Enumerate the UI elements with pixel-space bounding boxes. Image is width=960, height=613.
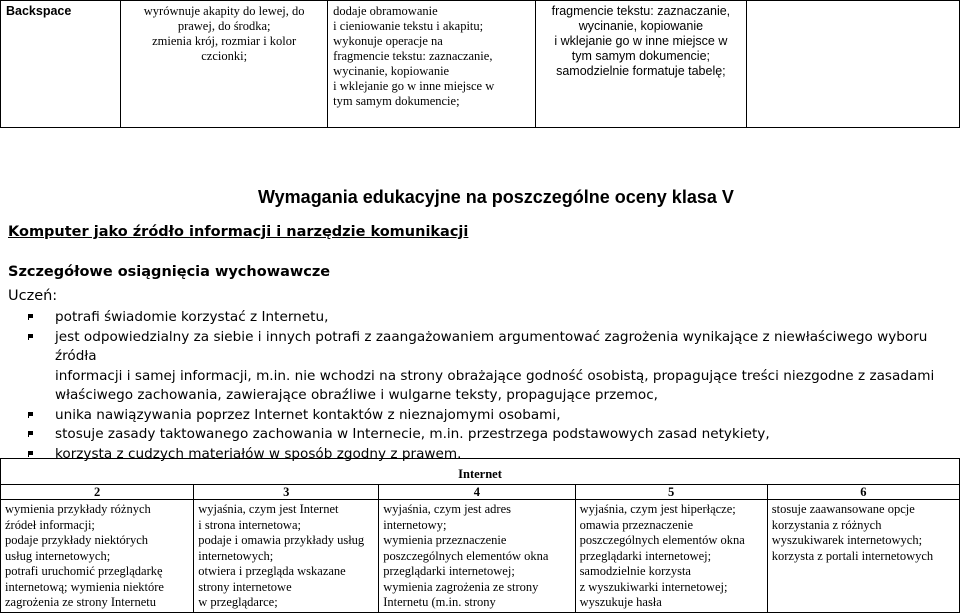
cell-line: otwiera i przegląda wskazane (198, 564, 346, 578)
square-bullet-icon (28, 451, 34, 457)
cell-line: źródeł informacji; (5, 517, 95, 532)
top-cell-1-text: Backspace (6, 4, 72, 18)
grade-cell-3 (194, 500, 379, 613)
cell-line: wyszukiwarek internetowych; (771, 533, 923, 547)
top-cell-3-line: fragmencie tekstu: zaznaczanie, (333, 49, 493, 63)
top-cell-4-line: tym samym dokumencie; (571, 49, 710, 63)
cell-line: internetowy; (383, 517, 447, 532)
top-cell-3-line: i wklejanie go w inne miejsce w (333, 79, 495, 93)
list-item-text: jest odpowiedzialny za siebie i innych potrafi z zaangażowaniem argumentować zagrożenia wynikające z niewłaściwego wyboru źródła (55, 328, 928, 364)
achievements-list (28, 308, 953, 464)
square-bullet-icon (28, 314, 34, 320)
cell-line: potrafi uruchomić przeglądarkę (5, 564, 163, 578)
top-cell-2-line: prawej, do środka; (177, 19, 271, 33)
grade-cell-2 (1, 500, 194, 613)
cell-line: omawia przeznaczenie (579, 517, 694, 532)
cell-line: internetową; wymienia niektóre (5, 579, 164, 594)
subsection-title: Szczegółowe osiągnięcia wychowawcze (8, 264, 331, 280)
top-cell-5 (746, 1, 959, 128)
grade-cell-4 (379, 500, 575, 613)
list-item (28, 308, 953, 328)
list-item-text: informacji i samej informacji, m.in. nie wchodzi na strony obrażające godność osobistą, propagujące treści niezgodne z zasadami (55, 367, 935, 384)
cell-line: wyjaśnia, czym jest adres (383, 502, 511, 516)
cell-line: strony internetowe (198, 579, 292, 594)
cell-line: korzystania z różnych (771, 517, 882, 532)
grade-header: 5 (575, 485, 767, 500)
cell-line: przeglądarki internetowej; (579, 548, 712, 563)
top-cell-4-line: fragmencie tekstu: zaznaczanie, (551, 4, 731, 18)
top-cell-3-line: wykonuje operacje na (333, 34, 443, 48)
square-bullet-icon (28, 412, 34, 418)
top-cell-3 (328, 1, 536, 128)
cell-line: poszczególnych elementów okna (383, 548, 549, 563)
student-label: Uczeń: (8, 288, 58, 304)
top-cell-2 (121, 1, 328, 128)
cell-line: stosuje zaawansowane opcje (771, 502, 915, 516)
square-bullet-icon (28, 334, 34, 340)
section-title: Komputer jako źródło informacji i narzędzie komunikacji (8, 224, 469, 240)
table-header: Internet (1, 459, 960, 485)
cell-line: z wyszukiwarki internetowej; (579, 579, 728, 594)
page-title: Wymagania edukacyjne na poszczególne oceny klasa V (258, 187, 734, 207)
cell-line: zagrożenia ze strony Internetu (5, 595, 156, 609)
cell-line: podaje i omawia przykłady usług (198, 533, 365, 547)
cell-line: korzysta z portali internetowych (771, 548, 934, 563)
grade-cell-6 (767, 500, 959, 613)
grades-table (0, 458, 960, 613)
top-cell-2-line: czcionki; (201, 49, 248, 63)
cell-line: w przeglądarce; (198, 595, 278, 609)
cell-line: wymienia przykłady różnych (5, 502, 151, 516)
top-table (0, 0, 960, 128)
cell-line: wyszukuje hasła (579, 595, 662, 609)
top-cell-4-line: i wklejanie go w inne miejsce w (554, 34, 728, 48)
top-cell-4-line: wycinanie, kopiowanie (578, 19, 704, 33)
list-item-text: korzysta z cudzych materiałów w sposób zgodny z prawem. (55, 445, 462, 462)
top-cell-3-line: tym samym dokumencie; (333, 94, 460, 108)
list-item-text: stosuje zasady taktowanego zachowania w Internecie, m.in. przestrzega podstawowych zasad netykiety, (55, 426, 770, 442)
top-cell-4-line: samodzielnie formatuje tabelę; (556, 64, 726, 78)
list-item-text: właściwego zachowania, zawierające obraźliwe i wulgarne teksty, propagujące przemoc, (55, 387, 658, 403)
list-item (28, 425, 953, 445)
top-cell-2-line: wyrównuje akapity do lewej, do (143, 4, 305, 18)
cell-line: wymienia zagrożenia ze strony (383, 579, 539, 594)
cell-line: Internetu (m.in. strony (383, 595, 496, 609)
cell-line: i strona internetowa; (198, 517, 301, 532)
grade-cell-5 (575, 500, 767, 613)
cell-line: wyjaśnia, czym jest Internet (198, 502, 339, 516)
cell-line: podaje przykłady niektórych (5, 533, 149, 547)
cell-line: usług internetowych; (5, 548, 111, 563)
cell-line: wymienia przeznaczenie (383, 533, 507, 547)
cell-line: przeglądarki internetowej; (383, 564, 515, 578)
cell-line: poszczególnych elementów okna (579, 533, 745, 547)
top-cell-4 (536, 1, 746, 128)
grade-header: 4 (379, 485, 575, 500)
list-item (28, 328, 953, 367)
list-item-text: unika nawiązywania poprzez Internet kontaktów z nieznajomymi osobami, (55, 406, 561, 423)
grade-header: 2 (1, 485, 194, 500)
cell-line: samodzielnie korzysta (579, 564, 691, 578)
cell-line: internetowych; (198, 548, 274, 563)
top-cell-3-line: wycinanie, kopiowanie (333, 64, 450, 78)
top-cell-3-line: dodaje obramowanie (333, 4, 438, 18)
list-item (28, 406, 953, 426)
top-cell-3-line: i cieniowanie tekstu i akapitu; (333, 19, 484, 33)
cell-line: wyjaśnia, czym jest hiperłącze; (579, 502, 736, 516)
list-item-text: potrafi świadomie korzystać z Internetu, (55, 309, 329, 325)
grade-header: 6 (767, 485, 959, 500)
top-cell-2-line: zmienia krój, rozmiar i kolor (152, 34, 297, 48)
grade-header: 3 (194, 485, 379, 500)
list-item-continuation (28, 386, 953, 406)
top-cell-1 (1, 1, 121, 128)
square-bullet-icon (28, 431, 34, 437)
list-item-continuation (28, 367, 953, 387)
